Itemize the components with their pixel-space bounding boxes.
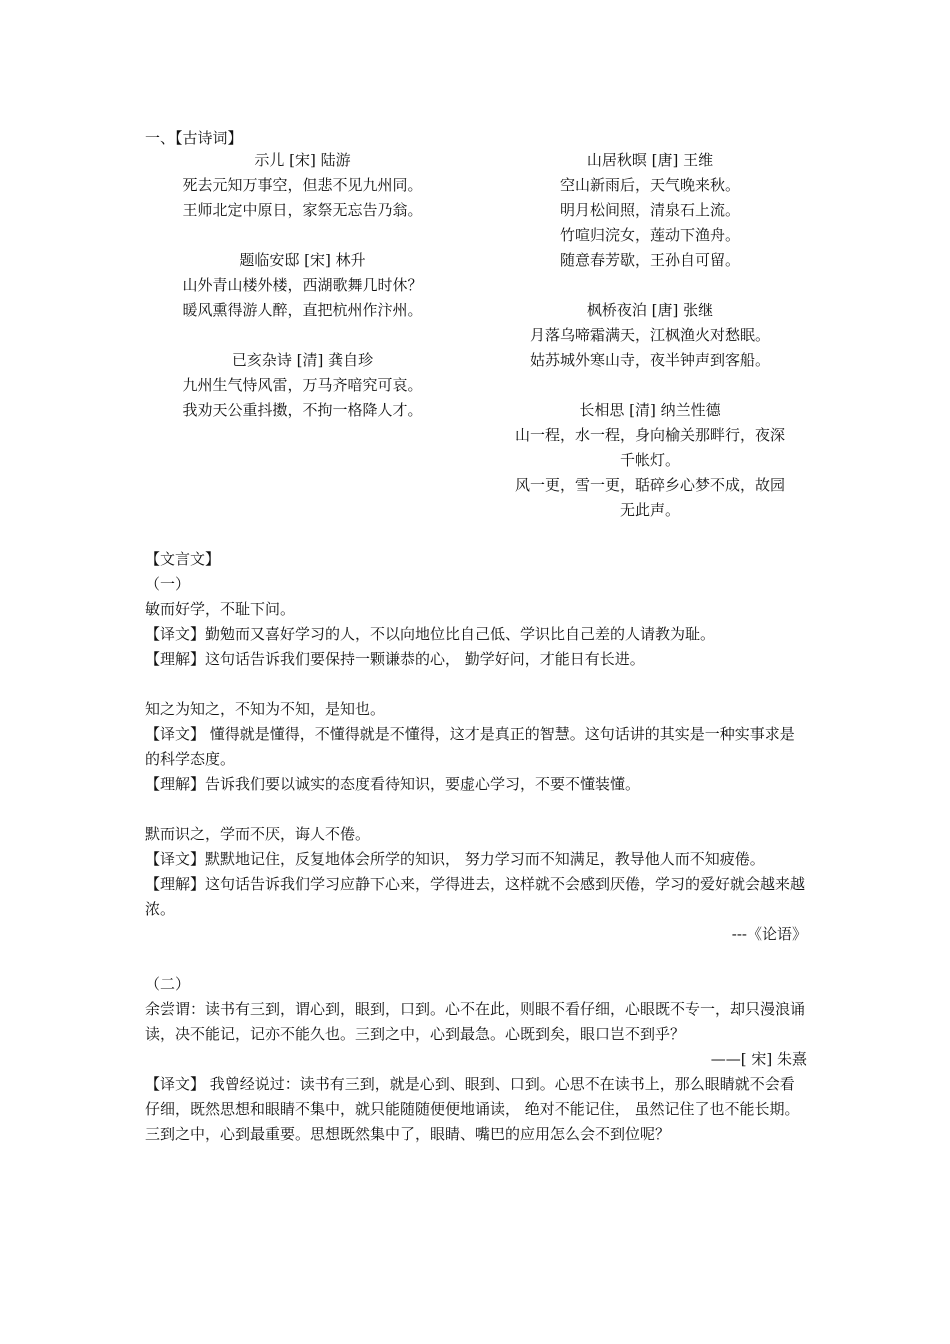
poem-line: 我劝天公重抖擞，不拘一格降人才。 bbox=[182, 401, 423, 419]
poem-line: 死去元知万事空，但悲不见九州同。 bbox=[182, 176, 423, 194]
quote-translation: 【译文】默默地记住，反复地体会所学的知识， 努力学习而不知满足，教导他人而不知疲倦。 bbox=[145, 850, 765, 868]
poem-shanju-qiuming bbox=[495, 148, 805, 273]
poem-title: 题临安邸 [宋] 林升 bbox=[239, 251, 366, 269]
quote-translation: 【译文】勤勉而又喜好学习的人，不以向地位比自己低、学识比自己差的人请教为耻。 bbox=[145, 625, 716, 643]
poem-line: 暖风熏得游人醉，直把杭州作汴州。 bbox=[182, 301, 423, 319]
quote-understanding: 【理解】告诉我们要以诚实的态度看待知识，要虚心学习，不要不懂装懂。 bbox=[145, 775, 641, 793]
poem-line: 月落乌啼霜满天，江枫渔火对愁眠。 bbox=[529, 326, 770, 344]
passage-translation: 【译文】 我曾经说过：读书有三到，就是心到、眼到、口到。心思不在读书上，那么眼睛就不会看仔细，既然思想和眼睛不集中，就只能随随便便地诵读， 绝对不能记住， 虽然记住了也不能长期。 三到之中，心到最重要。思想既然集中了，眼睛、嘴巴的应用怎么会不到位呢？ bbox=[145, 1075, 800, 1143]
quote-understanding: 【理解】这句话告诉我们要保持一颗谦恭的心， 勤学好问，才能日有长进。 bbox=[145, 650, 645, 668]
poem-title: 示儿 [宋] 陆游 bbox=[254, 151, 351, 169]
blank-line bbox=[145, 947, 807, 972]
source-attribution: ---《论语》 bbox=[731, 925, 807, 943]
poem-shier bbox=[145, 148, 460, 223]
quote-understanding: 【理解】这句话告诉我们学习应静下心来，学得进去，这样就不会感到厌倦，学习的爱好就会越来越浓。 bbox=[145, 875, 806, 918]
right-poem-column bbox=[495, 148, 805, 523]
part-label: （一） bbox=[145, 575, 191, 593]
blank-line bbox=[145, 797, 807, 822]
section-heading-prose: 【文言文】 bbox=[145, 550, 221, 568]
poem-fengqiao-yebo bbox=[495, 298, 805, 373]
classical-prose-section bbox=[145, 547, 807, 1147]
poem-line: 姑苏城外寒山寺，夜半钟声到客船。 bbox=[529, 351, 770, 369]
quote-text: 默而识之，学而不厌，诲人不倦。 bbox=[145, 825, 371, 843]
poem-line: 风一更，雪一更，聒碎乡心梦不成，故园 bbox=[514, 476, 785, 494]
passage-text: 余尝谓：读书有三到，谓心到，眼到，口到。心不在此，则眼不看仔细，心眼既不专一，却只漫浪诵读，决不能记，记亦不能久也。三到之中，心到最急。心既到矣，眼口岂不到乎？ bbox=[145, 1000, 806, 1043]
poem-line: 空山新雨后，天气晚来秋。 bbox=[559, 176, 740, 194]
left-poem-column bbox=[145, 148, 460, 423]
poem-line: 竹喧归浣女，莲动下渔舟。 bbox=[559, 226, 740, 244]
poem-line: 九州生气恃风雷，万马齐喑究可哀。 bbox=[182, 376, 423, 394]
poem-line: 无此声。 bbox=[619, 501, 680, 519]
poem-line: 千帐灯。 bbox=[619, 451, 680, 469]
poem-title: 长相思 [清] 纳兰性德 bbox=[579, 401, 721, 419]
poem-line: 明月松间照，清泉石上流。 bbox=[559, 201, 740, 219]
poem-title: 枫桥夜泊 [唐] 张继 bbox=[586, 301, 714, 319]
poem-line: 山外青山楼外楼，西湖歌舞几时休？ bbox=[182, 276, 423, 294]
poem-title: 山居秋暝 [唐] 王维 bbox=[586, 151, 714, 169]
poem-line: 山一程，水一程，身向榆关那畔行，夜深 bbox=[514, 426, 785, 444]
poem-jihai-zashi bbox=[145, 348, 460, 423]
quote-text: 敏而好学，不耻下问。 bbox=[145, 600, 296, 618]
poem-line: 王师北定中原日，家祭无忘告乃翁。 bbox=[182, 201, 423, 219]
quote-translation: 【译文】 懂得就是懂得，不懂得就是不懂得，这才是真正的智慧。这句话讲的其实是一种实事求是的科学态度。 bbox=[145, 725, 795, 768]
part-label: （二） bbox=[145, 975, 191, 993]
blank-line bbox=[145, 672, 807, 697]
poem-changxiangsi bbox=[495, 398, 805, 523]
poem-ti-linan-di bbox=[145, 248, 460, 323]
quote-text: 知之为知之，不知为不知，是知也。 bbox=[145, 700, 386, 718]
poem-line: 随意春芳歇，王孙自可留。 bbox=[559, 251, 740, 269]
source-attribution: ——[ 宋] 朱熹 bbox=[710, 1050, 807, 1068]
poem-title: 已亥杂诗 [清] 龚自珍 bbox=[231, 351, 374, 369]
section-heading-poetry: 一、【古诗词】 bbox=[145, 129, 243, 147]
